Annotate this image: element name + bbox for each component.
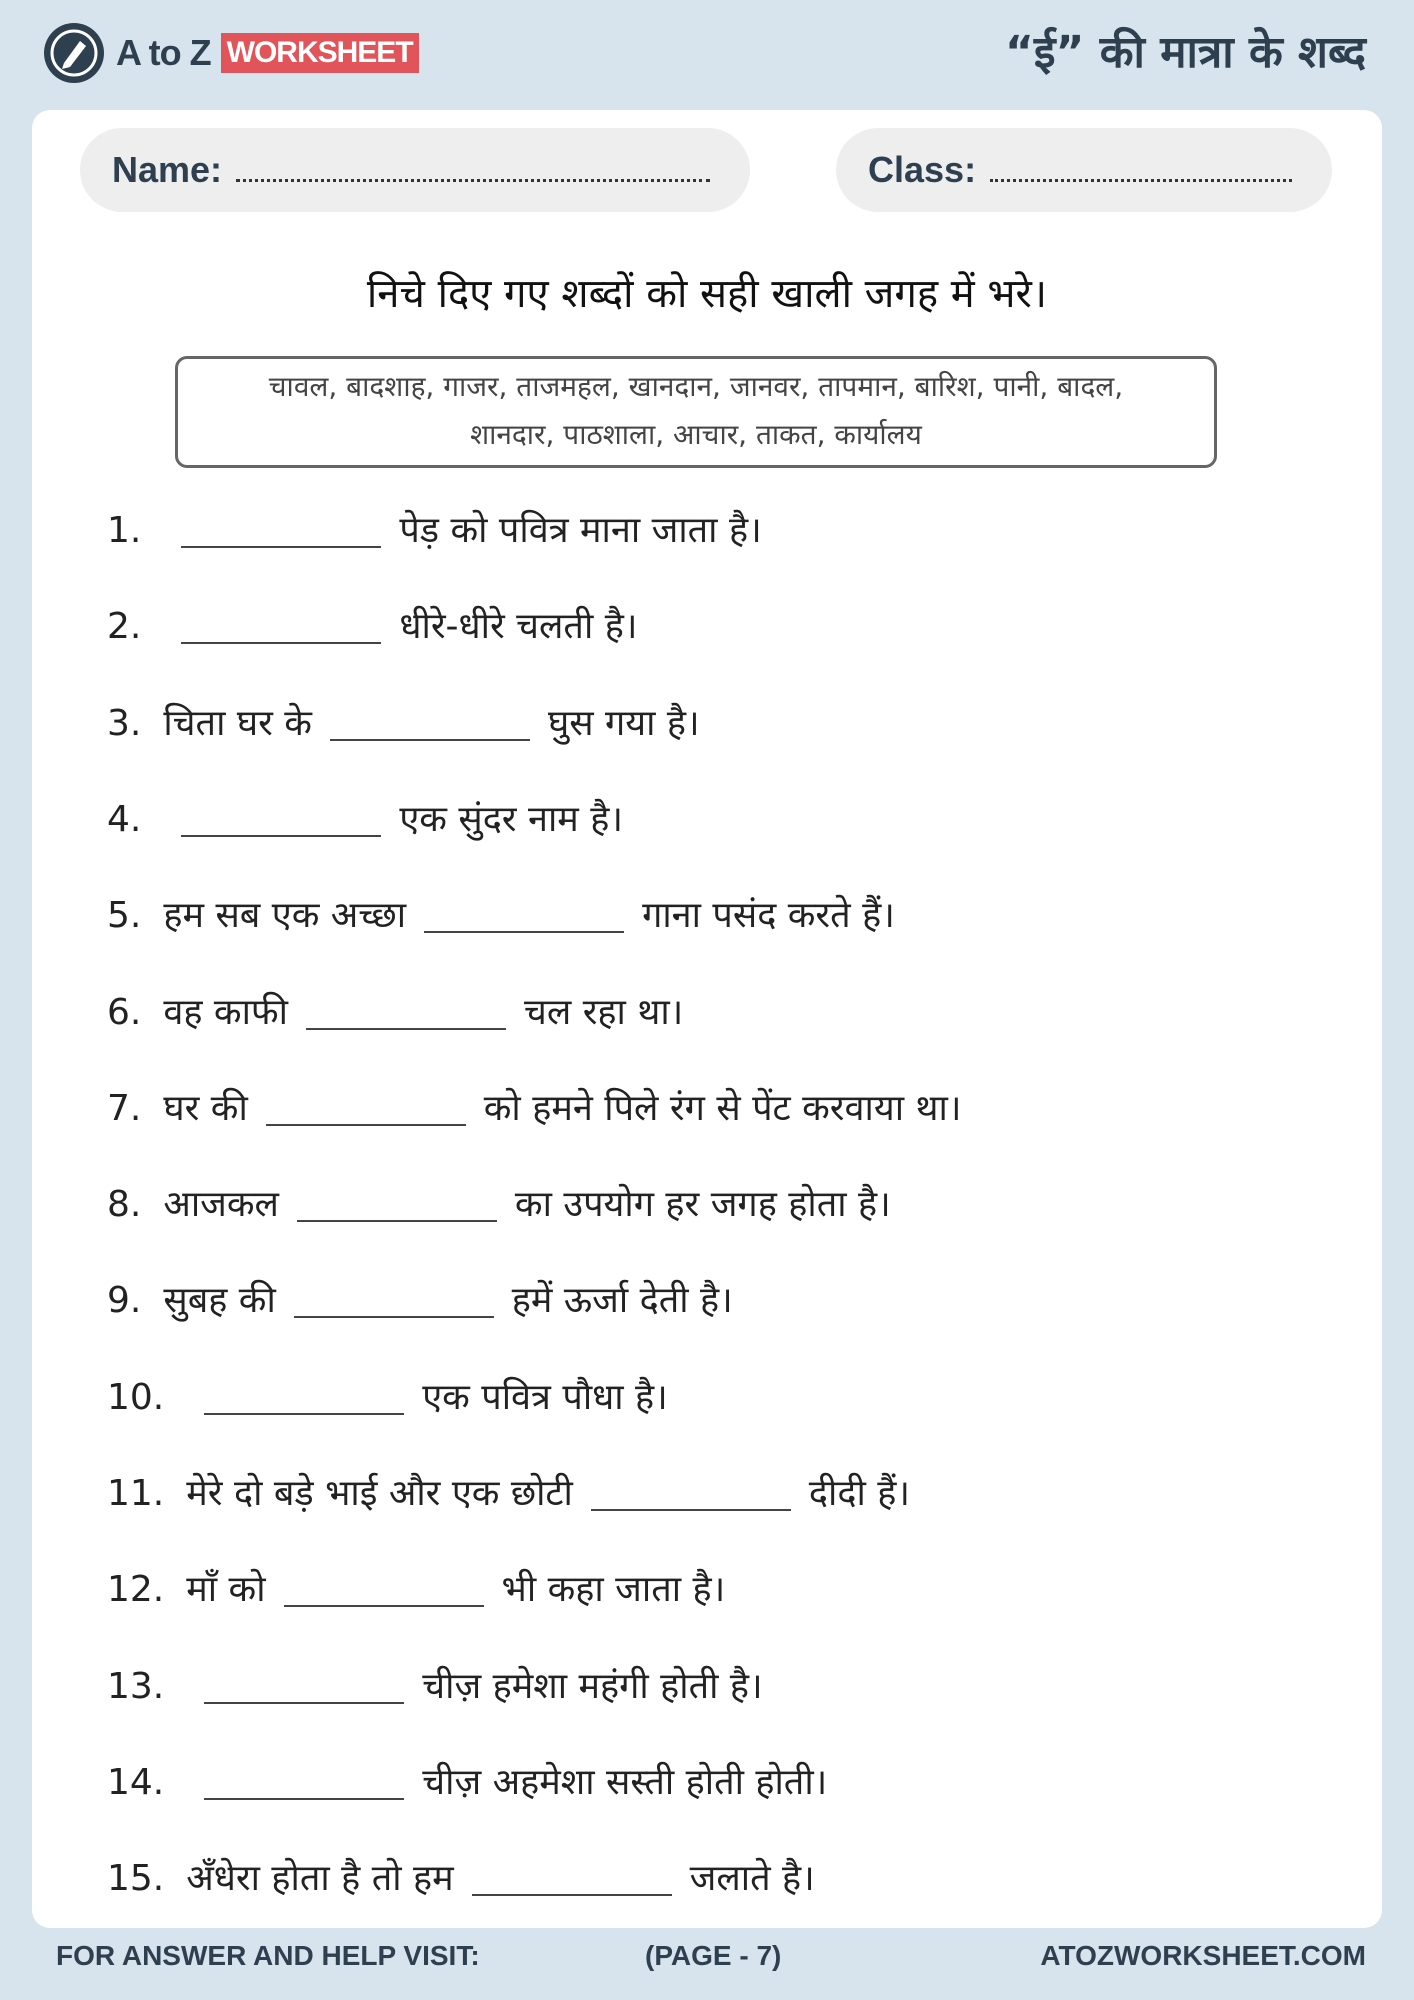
question-number: 6. xyxy=(107,991,142,1033)
question-number: 2. xyxy=(107,606,142,648)
answer-blank[interactable] xyxy=(204,1413,404,1415)
question-number: 12. xyxy=(107,1569,165,1611)
question-number: 7. xyxy=(107,1087,142,1129)
answer-blank[interactable] xyxy=(306,1028,506,1030)
class-field[interactable] xyxy=(836,128,1332,212)
question-item xyxy=(107,504,762,553)
question-item xyxy=(107,697,700,746)
question-text-after: एक सुंदर नाम है। xyxy=(399,798,624,840)
worksheet-title: “ई” की मात्रा के शब्द xyxy=(1004,27,1366,78)
question-item xyxy=(107,1852,815,1901)
question-text-after: को हमने पिले रंग से पेंट करवाया था। xyxy=(483,1087,962,1129)
question-item xyxy=(107,1178,891,1227)
name-field[interactable] xyxy=(80,128,750,212)
question-item xyxy=(107,600,638,649)
page-footer xyxy=(0,1940,1414,1980)
question-text-before: घर की xyxy=(163,1087,248,1129)
question-item xyxy=(107,889,895,938)
question-text-after: गाना पसंद करते हैं। xyxy=(642,895,895,937)
question-text-after: चीज़ अहमेशा सस्ती होती होती। xyxy=(422,1761,828,1803)
worksheet-card xyxy=(32,110,1382,1928)
question-text-before: हम सब एक अच्छा xyxy=(163,895,407,937)
question-text-after: पेड़ को पवित्र माना जाता है। xyxy=(399,510,762,551)
question-text-before: सुबह की xyxy=(163,1280,276,1322)
answer-blank[interactable] xyxy=(472,1894,672,1896)
answer-blank[interactable] xyxy=(181,835,381,837)
question-item xyxy=(107,1371,668,1420)
question-text-after: भी कहा जाता है। xyxy=(501,1569,726,1611)
site-logo[interactable] xyxy=(44,22,419,84)
question-text-after: घुस गया है। xyxy=(547,702,700,744)
question-item xyxy=(107,986,683,1035)
footer-website-link[interactable]: ATOZWORKSHEET.COM xyxy=(1040,1940,1366,1971)
logo-text: A to Z xyxy=(116,32,211,73)
question-text-before: मेरे दो बड़े भाई और एक छोटी xyxy=(186,1473,573,1514)
question-number: 14. xyxy=(107,1761,165,1803)
answer-blank[interactable] xyxy=(284,1605,484,1607)
answer-blank[interactable] xyxy=(591,1509,791,1511)
question-number: 9. xyxy=(107,1280,142,1322)
answer-blank[interactable] xyxy=(204,1798,404,1800)
question-number: 3. xyxy=(107,702,142,744)
question-number: 8. xyxy=(107,1184,142,1226)
question-text-before: चिता घर के xyxy=(163,702,312,744)
class-dotted-line xyxy=(990,158,1292,182)
question-text-after: दीदी हैं। xyxy=(808,1473,910,1514)
question-text-after: हमें ऊर्जा देती है। xyxy=(511,1280,733,1322)
question-number: 1. xyxy=(107,510,142,551)
page-header xyxy=(0,0,1414,108)
answer-blank[interactable] xyxy=(330,739,530,741)
word-bank xyxy=(175,356,1217,468)
question-number: 13. xyxy=(107,1665,165,1707)
logo-badge: WORKSHEET xyxy=(221,33,419,73)
answer-blank[interactable] xyxy=(294,1316,494,1318)
question-number: 10. xyxy=(107,1376,165,1418)
question-text-before: वह काफी xyxy=(163,991,288,1033)
question-item xyxy=(107,1756,827,1805)
name-dotted-line xyxy=(236,158,710,182)
footer-help-text: FOR ANSWER AND HELP VISIT: xyxy=(56,1940,480,1971)
answer-blank[interactable] xyxy=(181,546,381,548)
question-text-before: आजकल xyxy=(163,1184,279,1226)
question-item xyxy=(107,1563,725,1612)
question-text-after: एक पवित्र पौधा है। xyxy=(422,1376,668,1418)
instruction-text: निचे दिए गए शब्दों को सही खाली जगह में भरे। xyxy=(366,271,1048,317)
answer-blank[interactable] xyxy=(266,1124,466,1126)
question-number: 15. xyxy=(107,1858,165,1900)
answer-blank[interactable] xyxy=(181,642,381,644)
pen-logo-icon xyxy=(44,23,104,83)
question-item xyxy=(107,1467,910,1516)
question-item xyxy=(107,1660,763,1709)
class-label: Class: xyxy=(868,149,977,190)
question-text-after: चीज़ हमेशा महंगी होती है। xyxy=(422,1665,763,1707)
word-bank-line: चावल, बादशाह, गाजर, ताजमहल, खानदान, जानवर, तापमान, बारिश, पानी, बादल, xyxy=(268,370,1124,403)
question-number: 5. xyxy=(107,895,142,937)
question-text-before: माँ को xyxy=(186,1569,266,1611)
word-bank-line: शानदार, पाठशाला, आचार, ताकत, कार्यालय xyxy=(470,418,922,451)
question-item xyxy=(107,1274,733,1323)
name-label: Name: xyxy=(112,149,223,190)
question-text-after: जलाते है। xyxy=(689,1858,815,1900)
answer-blank[interactable] xyxy=(297,1220,497,1222)
question-number: 11. xyxy=(107,1473,165,1514)
answer-blank[interactable] xyxy=(204,1702,404,1704)
answer-blank[interactable] xyxy=(424,931,624,933)
question-item xyxy=(107,793,623,842)
page-number: (PAGE - 7) xyxy=(645,1940,782,1971)
question-text-after: का उपयोग हर जगह होता है। xyxy=(514,1184,891,1226)
question-number: 4. xyxy=(107,798,142,840)
question-text-after: धीरे-धीरे चलती है। xyxy=(399,606,638,648)
question-item xyxy=(107,1082,961,1131)
question-text-after: चल रहा था। xyxy=(524,991,684,1033)
question-text-before: अँधेरा होता है तो हम xyxy=(186,1858,454,1900)
